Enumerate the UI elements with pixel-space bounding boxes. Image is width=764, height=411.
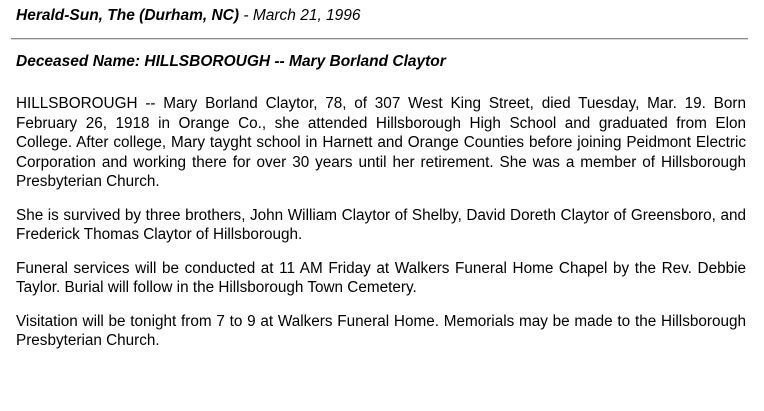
article-header	[16, 7, 361, 25]
obituary-body	[16, 94, 746, 365]
obituary-paragraph: Visitation will be tonight from 7 to 9 at Walkers Funeral Home. Memorials may be made to the Hillsborough Presbyterian Church.	[16, 312, 746, 349]
obituary-paragraph: HILLSBOROUGH -- Mary Borland Claytor, 78, of 307 West King Street, died Tuesday, Mar. 19. Born February 26, 1918 in Orange Co., she attended Hillsborough High School and graduated from Elon College. After college, Mary tayght school in Harnett and Orange Counties before joining Peidmont Electric Corporation and working there for over 30 years until her retirement. She was a member of Hillsborough Presbyterian Church.	[16, 95, 746, 190]
obituary-paragraph: She is survived by three brothers, John William Claytor of Shelby, David Doreth Claytor of Greensboro, and Frederick Thomas Claytor of Hillsborough.	[16, 206, 746, 243]
obituary-paragraph: Funeral services will be conducted at 11 AM Friday at Walkers Funeral Home Chapel by the Rev. Debbie Taylor. Burial will follow in the Hillsborough Town Cemetery.	[16, 259, 746, 296]
header-divider	[11, 38, 748, 40]
header-separator: -	[239, 7, 253, 24]
deceased-name-heading: Deceased Name: HILLSBOROUGH -- Mary Borland Claytor	[16, 53, 446, 70]
publication-date: March 21, 1996	[252, 7, 361, 24]
newspaper-source: Herald-Sun, The (Durham, NC)	[16, 7, 240, 24]
